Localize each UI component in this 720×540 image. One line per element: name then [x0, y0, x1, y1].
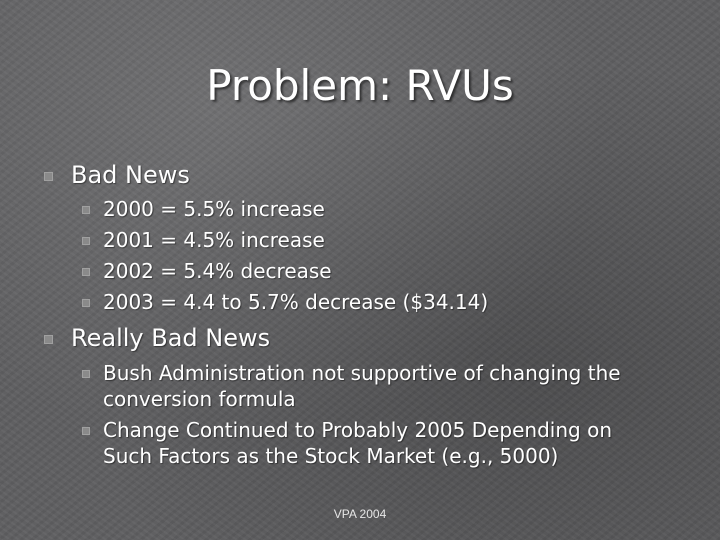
- item-line: Change Continued to Probably 2005 Depending on: [103, 418, 613, 442]
- bad-news-item-2001: 2001 = 4.5% increase: [103, 228, 325, 252]
- bullet-square-icon: [82, 370, 90, 378]
- slide-footer: VPA 2004: [333, 507, 387, 521]
- bullet-square-icon: [82, 206, 90, 214]
- item-line: Such Factors as the Stock Market (e.g., 5000): [103, 444, 559, 468]
- bad-news-item-2000: 2000 = 5.5% increase: [103, 197, 325, 221]
- bad-news-item-2003: 2003 = 4.4 to 5.7% decrease ($34.14): [103, 290, 489, 314]
- item-line: Bush Administration not supportive of changing the: [103, 361, 621, 385]
- section-heading-bad-news: Bad News: [71, 161, 190, 189]
- bullet-square-icon: [82, 268, 90, 276]
- bad-news-item-2002: 2002 = 5.4% decrease: [103, 259, 332, 283]
- item-line: conversion formula: [103, 387, 296, 411]
- bullet-square-icon: [44, 172, 53, 181]
- really-bad-news-item-change-continued: [103, 417, 612, 469]
- bullet-square-icon: [44, 335, 53, 344]
- slide-title: Problem: RVUs: [206, 61, 514, 110]
- really-bad-news-item-administration: [103, 360, 621, 412]
- bullet-square-icon: [82, 237, 90, 245]
- section-heading-really-bad-news: Really Bad News: [71, 324, 271, 352]
- bullet-square-icon: [82, 427, 90, 435]
- bullet-square-icon: [82, 299, 90, 307]
